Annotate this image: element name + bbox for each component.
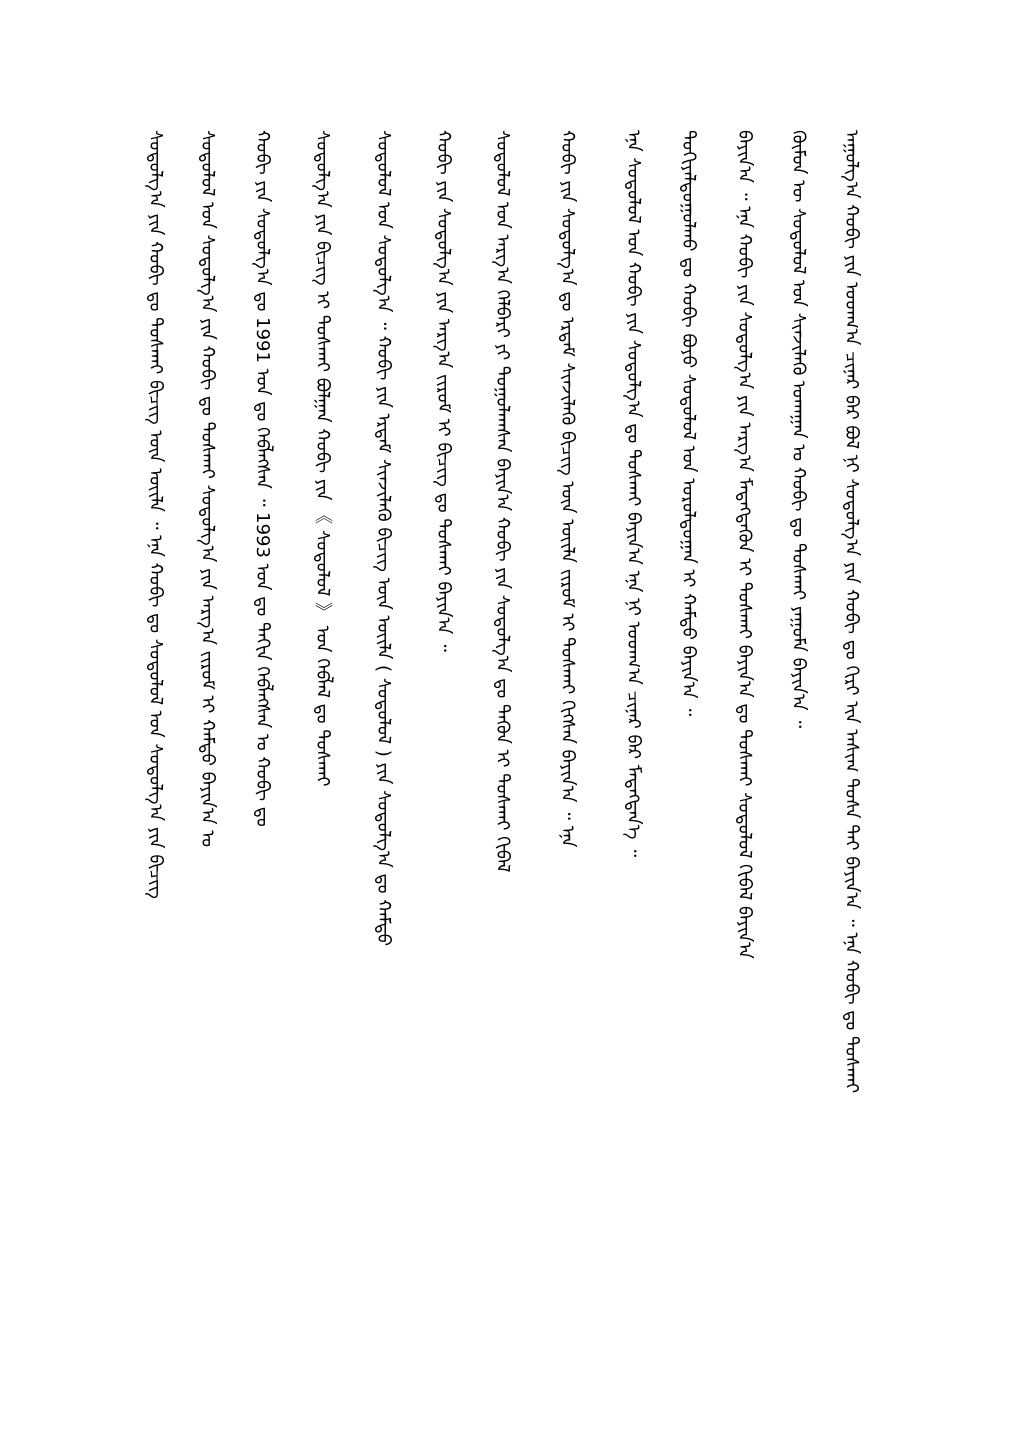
text-column: ᠳᠤᠬᠢᠶᠠᠯᠳᠤᠭᠤᠯᠬᠤ ᠳᠤ ᠬᠤᠪᠢ ᠪᠤᠶᠤ ᠰᠤᠳᠤᠯᠤᠯ ᠤᠨ ᠤᠷᠤᠯᠳᠤᠭᠠᠨ ᠢ ᠬᠠᠮᠲᠤ ᠪᠠᠶᠢᠨ᠎ᠠ ᠃: [678, 130, 699, 717]
text-column: ᠰᠤᠳᠤᠯᠤᠯ ᠤᠨ ᠠᠷᠭ᠎ᠠ ᠬᠡᠯᠪᠡᠷᠢ ᠶᠢ ᠳᠤᠭᠤᠯᠠᠭᠰᠠᠨ ᠪᠠᠶᠢᠨ᠎ᠠ ᠬᠤᠪᠢ ᠶᠢᠨ ᠰᠤᠳᠤᠯᠭ᠎ᠠ ᠳᠤ ᠳᠡᠬᠦᠨ ᠢ ᠲᠤᠰᠬᠠᠢ ᠬᠢᠪᠡᠯ: [492, 130, 513, 873]
text-column: ᠰᠤᠳᠤᠯᠤᠯ ᠤᠨ ᠰᠤᠳᠤᠯᠭ᠎ᠠ ᠃ ᠬᠤᠪᠢ ᠶᠢᠨ ᠡᠷᠳᠡᠮ ᠰᠢᠨᠵᠢᠯᠡᠬᠦ ᠪᠢᠴᠢᠭ ᠦᠨ ᠦᠢᠯᠡ ( ᠰᠤᠳᠤᠯᠤᠯ ) ᠶᠢᠨ ᠰᠤᠳᠤᠯᠭ᠎ᠠ ᠳᠤ ᠬᠠᠮᠲᠤ: [373, 130, 394, 947]
text-column: ᠬᠤᠪᠢ ᠶᠢᠨ ᠰᠤᠳᠤᠯᠭ᠎ᠠ ᠶᠢᠨ ᠠᠷᠭ᠎ᠠ ᠵᠢᠷᠤᠮ ᠢ ᠪᠢᠴᠢᠭ ᠳᠤ ᠲᠤᠰᠬᠠᠢ ᠪᠠᠶᠢᠨ᠎ᠠ ᠃: [433, 130, 454, 652]
text-column: ᠠᠭᠤᠯᠭ᠎ᠠ ᠬᠤᠪᠢ ᠶᠢᠨ ᠤᠳᠬ᠎ᠠ ᠴᠢᠨᠠᠷ ᠪᠠᠷ ᠪᠤᠯ ᠨᠢ ᠰᠤᠳᠤᠯᠭ᠎ᠠ ᠶᠢᠨ ᠬᠤᠪᠢ ᠳᠤ ᠬᠢᠷᠢ ᠢᠨ ᠠᠰᠢᠭ ᠲᠤᠰᠠ ᠲᠠᠢ ᠪᠠᠶᠢᠨ᠎ᠠ ᠃ ᠡᠨᠡ ᠬᠤᠪᠢ ᠳᠤ ᠲᠤᠰᠬᠠᠢ: [841, 130, 862, 1094]
text-column: ᠪᠠᠶᠢᠨ᠎ᠠ ᠃ ᠡᠨᠡ ᠬᠤᠪᠢ ᠶᠢᠨ ᠰᠤᠳᠤᠯᠭ᠎ᠠ ᠶᠢᠨ ᠠᠷᠭ᠎ᠠ ᠮᠡᠳᠡᠭᠳᠡᠬᠦᠨ ᠢ ᠲᠤᠰᠬᠠᠢ ᠪᠠᠶᠢᠨ᠎ᠠ ᠳᠤ ᠲᠤᠰᠬᠠᠢ ᠰᠤᠳᠤᠯᠤᠯ ᠬᠢᠪᠡᠯ ᠪᠠᠶᠢᠨ᠎ᠠ: [734, 130, 755, 959]
text-column: ᠬᠤᠪᠢ ᠶᠢᠨ ᠰᠤᠳᠤᠯᠭ᠎ᠠ ᠳᠤ ᠡᠷᠳᠡᠮ ᠰᠢᠨᠵᠢᠯᠡᠬᠦ ᠪᠢᠴᠢᠭ ᠦᠨ ᠦᠢᠯᠡ ᠵᠢᠷᠤᠮ ᠢ ᠲᠤᠰᠬᠠᠢ ᠬᠢᠭᠰᠡᠨ ᠪᠠᠶᠢᠨ᠎ᠠ ᠃ ᠡᠨᠡ: [557, 130, 578, 848]
text-column: ᠬᠤᠪᠢ ᠶᠢᠨ ᠰᠤᠳᠤᠯᠭ᠎ᠠ ᠳᠤ 1991 ᠣᠨ ᠳᠤ ᠬᠡᠪᠯᠡᠭᠰᠡᠨ ᠃ 1993 ᠣᠨ ᠳᠤ ᠳᠠᠬᠢᠨ ᠬᠡᠪᠯᠡᠭᠰᠡᠨ ᠤ ᠬᠤᠪᠢ ᠳᠤ: [252, 130, 273, 827]
text-column: ᠬᠦᠮᠦᠨ ᠦ ᠰᠤᠳᠤᠯᠤᠯ ᠤᠨ ᠰᠢᠨᠵᠢᠯᠡᠬᠦ ᠤᠬᠠᠭᠠᠨ ᠤ ᠬᠤᠪᠢ ᠳᠤ ᠲᠤᠰᠬᠠᠢ ᠶᠠᠭᠤᠮᠠ ᠪᠠᠶᠢᠨ᠎ᠠ ᠃: [788, 130, 809, 729]
text-column: ᠰᠤᠳᠤᠯᠭ᠎ᠠ ᠶᠢᠨ ᠪᠢᠴᠢᠭ ᠢ ᠲᠤᠰᠬᠠᠢ ᠪᠤᠯᠭᠠᠨ ᠬᠤᠪᠢ ᠶᠢᠨ 《 ᠰᠤᠳᠤᠯᠤᠯ 》 ᠤᠨ ᠬᠡᠪᠯᠡᠯ ᠳᠤ ᠲᠤᠰᠬᠠᠢ: [312, 130, 333, 787]
text-column: ᠡᠨᠡ ᠰᠤᠳᠤᠯᠤᠯ ᠤᠨ ᠬᠤᠪᠢ ᠶᠢᠨ ᠰᠤᠳᠤᠯᠭ᠎ᠠ ᠳᠤ ᠲᠤᠰᠬᠠᠢ ᠪᠠᠶᠢᠨ᠎ᠠ ᠡᠨᠡ ᠨᠢ ᠤᠳᠬ᠎ᠠ ᠴᠢᠨᠠᠷ ᠪᠠᠷ ᠮᠡᠳᠡᠭᠳᠡᠨ᠎ᠡ ᠃: [623, 130, 644, 858]
text-column: ᠰᠤᠳᠤᠯᠭ᠎ᠠ ᠶᠢᠨ ᠬᠤᠪᠢ ᠳᠤ ᠲᠤᠰᠬᠠᠢ ᠪᠢᠴᠢᠭ ᠦᠨ ᠦᠢᠯᠡ ᠃ ᠡᠨᠡ ᠬᠤᠪᠢ ᠳᠤ ᠰᠤᠳᠤᠯᠤᠯ ᠤᠨ ᠰᠤᠳᠤᠯᠭ᠎ᠠ ᠶᠢᠨ ᠪᠢᠴᠢᠭ: [145, 130, 166, 899]
vertical-text-block: [138, 130, 878, 1310]
text-column: ᠰᠤᠳᠤᠯᠤᠯ ᠤᠨ ᠰᠤᠳᠤᠯᠭ᠎ᠠ ᠶᠢᠨ ᠬᠤᠪᠢ ᠳᠤ ᠲᠤᠰᠬᠠᠢ ᠰᠤᠳᠤᠯᠭ᠎ᠠ ᠶᠢᠨ ᠠᠷᠭ᠎ᠠ ᠵᠢᠷᠤᠮ ᠢ ᠬᠠᠮᠲᠤ ᠪᠠᠶᠢᠨ᠎ᠠ ᠤ: [197, 130, 218, 848]
